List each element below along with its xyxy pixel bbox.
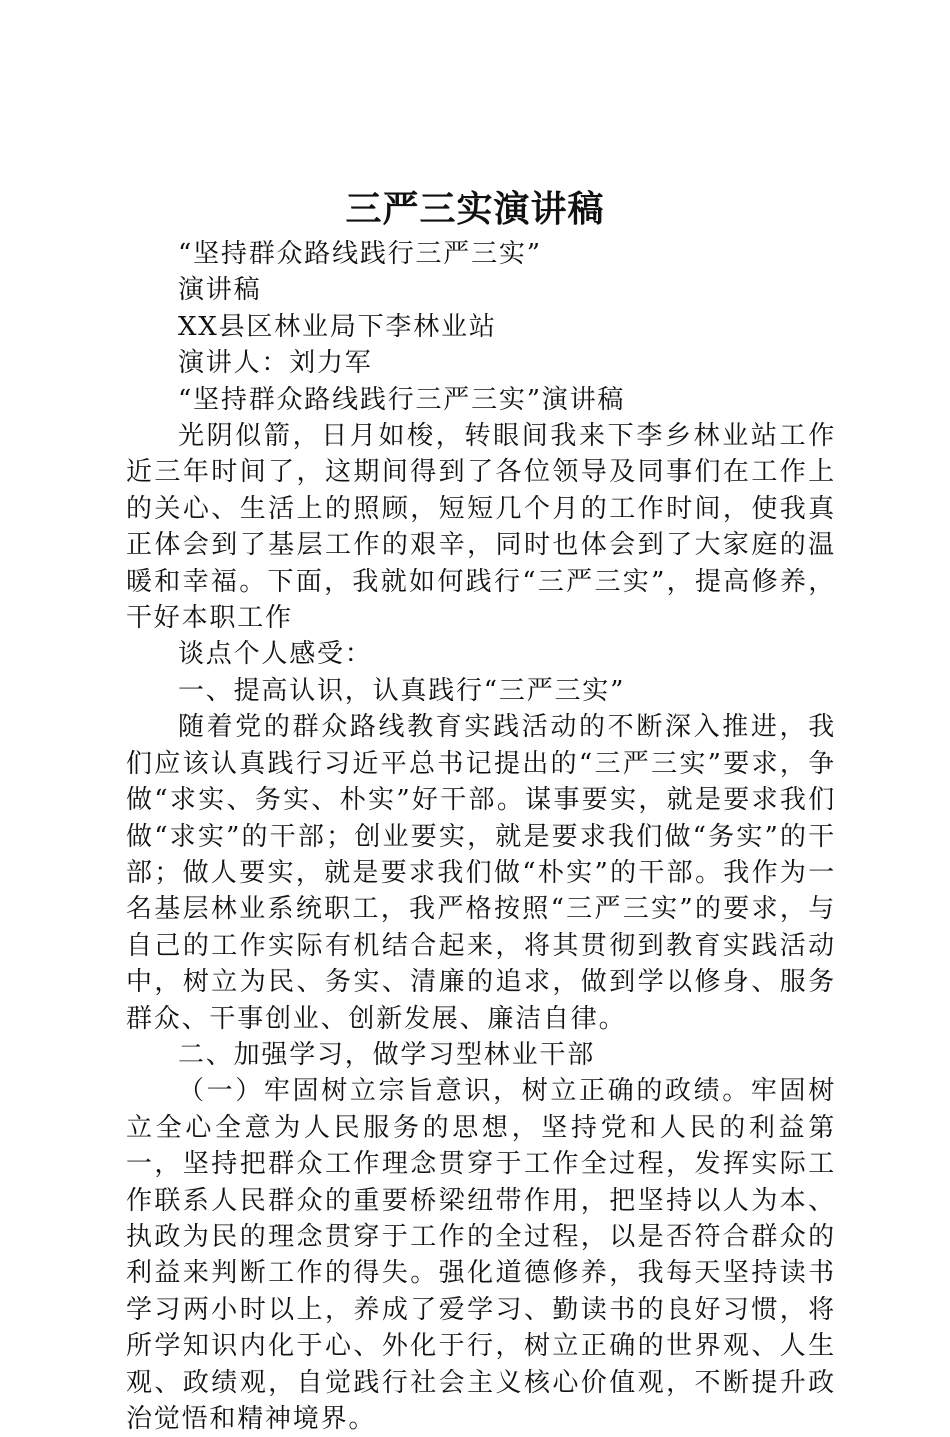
section-heading-2: 二、加强学习，做学习型林业干部 [178,1039,596,1070]
document-title: 三严三实演讲稿 [345,188,605,230]
paragraph-subtitle: “坚持群众路线践行三严三实” [178,239,542,269]
paragraph-speech-label: 演讲稿 [178,275,262,306]
paragraph-feelings: 谈点个人感受： [178,639,373,670]
document-body [126,236,836,1437]
paragraph-organization: XX县区林业局下李林业站 [178,311,497,342]
paragraph-section-2-1: （一）牢固树立宗旨意识，树立正确的政绩。牢固树立全心全意为人民服务的思想，坚持党和人民的利益第一，坚持把群众工作理念贯穿于工作全过程，发挥实际工作联系人民群众的重要桥梁纽带作用，把坚持以人为本、执政为民的理念贯穿于工作的全过程，以是否符合群众的利益来判断工作的得失。强化道德修养，我每天坚持读书学习两小时以上，养成了爱学习、勤读书的良好习惯，将所学知识内化于心、外化于行，树立正确的世界观、人生观、政绩观，自觉践行社会主义核心价值观，不断提升政治觉悟和精神境界。 [126,1076,836,1434]
section-heading-1: 一、提高认识，认真践行“三严三实” [178,675,626,706]
paragraph-speech-title: “坚持群众路线践行三严三实”演讲稿 [178,384,626,415]
paragraph-speaker: 演讲人：刘力军 [178,348,373,379]
paragraph-section-1: 随着党的群众路线教育实践活动的不断深入推进，我们应该认真践行习近平总书记提出的“三严三实”要求，争做“求实、务实、朴实”好干部。谋事要实，就是要求我们做“求实”的干部；创业要实，就是要求我们做“务实”的干部；做人要实，就是要求我们做“朴实”的干部。我作为一名基层林业系统职工，我严格按照“三严三实”的要求，与自己的工作实际有机结合起来，将其贯彻到教育实践活动中，树立为民、务实、清廉的追求，做到学以修身、服务群众、干事创业、创新发展、廉洁自律。 [126,712,836,1034]
paragraph-intro: 光阴似箭，日月如梭，转眼间我来下李乡林业站工作近三年时间了，这期间得到了各位领导及同事们在工作上的关心、生活上的照顾，短短几个月的工作时间，使我真正体会到了基层工作的艰辛，同时也体会到了大家庭的温暖和幸福。下面，我就如何践行“三严三实”，提高修养，干好本职工作 [126,421,836,634]
